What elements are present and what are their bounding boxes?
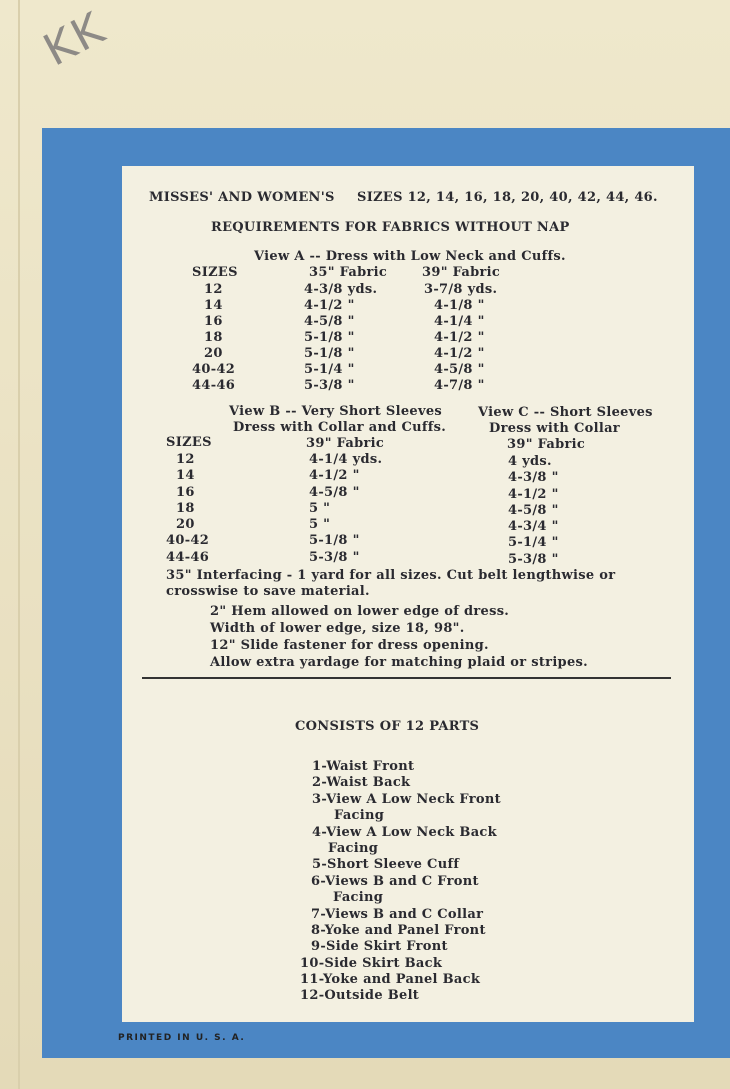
list-item: 10-Side Skirt Back — [300, 955, 443, 971]
fold-line — [18, 0, 20, 1089]
table-cell: 5-3/8 " — [508, 551, 559, 567]
table-row-size: 16 — [204, 314, 223, 329]
table-row-size: 12 — [176, 452, 195, 467]
table-row-size: 20 — [204, 346, 223, 361]
view-bc-col-sizes: SIZES — [166, 435, 212, 450]
table-cell: 4-1/2 " — [508, 486, 559, 502]
view-a-col-sizes: SIZES — [192, 265, 238, 280]
heading: MISSES' AND WOMEN'S — [149, 190, 335, 205]
list-item: 2-Waist Back — [312, 775, 411, 791]
table-row-size: 40-42 — [166, 533, 210, 549]
view-c-subtitle: Dress with Collar — [489, 421, 620, 436]
table-cell: 4-5/8 " — [304, 314, 355, 329]
divider — [142, 677, 671, 679]
table-cell: 4-5/8 " — [434, 362, 485, 377]
printed-in-usa: PRINTED IN U. S. A. — [118, 1033, 246, 1043]
view-a-39-column — [424, 282, 497, 394]
view-b-subtitle: Dress with Collar and Cuffs. — [233, 420, 447, 435]
list-item: Facing — [333, 890, 384, 906]
view-a-title: View A -- Dress with Low Neck and Cuffs. — [254, 249, 566, 264]
table-cell: 4-1/2 " — [309, 468, 360, 484]
table-cell: 4-7/8 " — [434, 378, 485, 393]
table-cell: 3-7/8 yds. — [424, 282, 498, 297]
view-bc-sizes-column — [166, 452, 210, 566]
view-b-col-39: 39" Fabric — [306, 436, 385, 451]
list-item: 8-Yoke and Panel Front — [311, 922, 486, 938]
table-cell: 4-1/4 " — [434, 314, 485, 329]
table-cell: 5-1/4 " — [304, 362, 355, 377]
table-cell: 4-3/8 " — [508, 470, 559, 486]
table-cell: 4-1/8 " — [434, 298, 485, 313]
view-c-39-column — [508, 454, 559, 568]
list-item: 11-Yoke and Panel Back — [300, 972, 481, 988]
hem-note: 2" Hem allowed on lower edge of dress. — [210, 604, 510, 619]
table-row-size: 18 — [204, 330, 223, 345]
table-row-size: 44-46 — [166, 549, 210, 565]
table-cell: 4-3/8 yds. — [304, 282, 378, 297]
table-cell: 4-3/4 " — [508, 519, 559, 535]
table-cell: 4 yds. — [508, 454, 552, 469]
list-item: 1-Waist Front — [312, 759, 415, 774]
list-item: 9-Side Skirt Front — [311, 939, 448, 955]
table-cell: 5-3/8 " — [309, 549, 360, 565]
table-cell: 4-1/2 " — [434, 346, 485, 361]
table-cell: 5-3/8 " — [304, 378, 355, 393]
subheading: REQUIREMENTS FOR FABRICS WITHOUT NAP — [211, 220, 570, 235]
list-item: 5-Short Sleeve Cuff — [312, 857, 460, 873]
view-c-col-39: 39" Fabric — [507, 437, 586, 452]
table-row-size: 44-46 — [192, 378, 236, 393]
table-cell: 5 " — [309, 500, 331, 516]
list-item: 7-Views B and C Collar — [311, 906, 484, 922]
plaid-note: Allow extra yardage for matching plaid or stripes. — [210, 655, 588, 670]
table-row-size: 14 — [204, 298, 223, 313]
table-row-size: 18 — [176, 500, 195, 516]
table-cell: 4-1/2 " — [434, 330, 485, 345]
table-cell: 4-1/4 yds. — [309, 452, 383, 467]
view-b-title: View B -- Very Short Sleeves — [229, 404, 443, 419]
view-a-col-39: 39" Fabric — [422, 265, 501, 280]
table-cell: 4-5/8 " — [508, 502, 559, 518]
view-a-35-column — [304, 282, 377, 394]
list-item: 6-Views B and C Front — [311, 873, 479, 889]
interfacing-note: 35" Interfacing - 1 yard for all sizes. Cut belt lengthwise or — [166, 568, 616, 583]
list-item: Facing — [328, 840, 379, 856]
view-c-title: View C -- Short Sleeves — [478, 405, 653, 420]
table-row-size: 40-42 — [192, 362, 236, 377]
parts-list — [300, 759, 501, 1005]
table-cell: 5-1/8 " — [304, 330, 355, 345]
interfacing-note-cont: crosswise to save material. — [166, 584, 370, 599]
handwritten-mark: KK — [35, 2, 115, 77]
table-cell: 5-1/4 " — [508, 535, 559, 551]
list-item: Facing — [334, 808, 385, 824]
table-cell: 5-1/8 " — [304, 346, 355, 361]
table-cell: 5 " — [309, 517, 331, 533]
table-cell: 4-1/2 " — [304, 298, 355, 313]
table-cell: 4-5/8 " — [309, 484, 360, 500]
table-row-size: 16 — [176, 484, 195, 500]
view-a-col-35: 35" Fabric — [309, 265, 388, 280]
table-row-size: 20 — [176, 517, 195, 533]
table-row-size: 12 — [204, 282, 223, 297]
list-item: 4-View A Low Neck Back — [312, 824, 497, 840]
width-note: Width of lower edge, size 18, 98". — [210, 621, 465, 636]
table-cell: 5-1/8 " — [309, 533, 360, 549]
sizes-line: SIZES 12, 14, 16, 18, 20, 40, 42, 44, 46. — [357, 190, 658, 205]
parts-title: CONSISTS OF 12 PARTS — [295, 719, 480, 734]
fastener-note: 12" Slide fastener for dress opening. — [210, 638, 489, 653]
table-row-size: 14 — [176, 468, 195, 484]
view-a-sizes-column — [192, 282, 236, 394]
view-b-39-column — [309, 452, 382, 566]
list-item: 3-View A Low Neck Front — [312, 791, 501, 807]
list-item: 12-Outside Belt — [300, 988, 420, 1004]
